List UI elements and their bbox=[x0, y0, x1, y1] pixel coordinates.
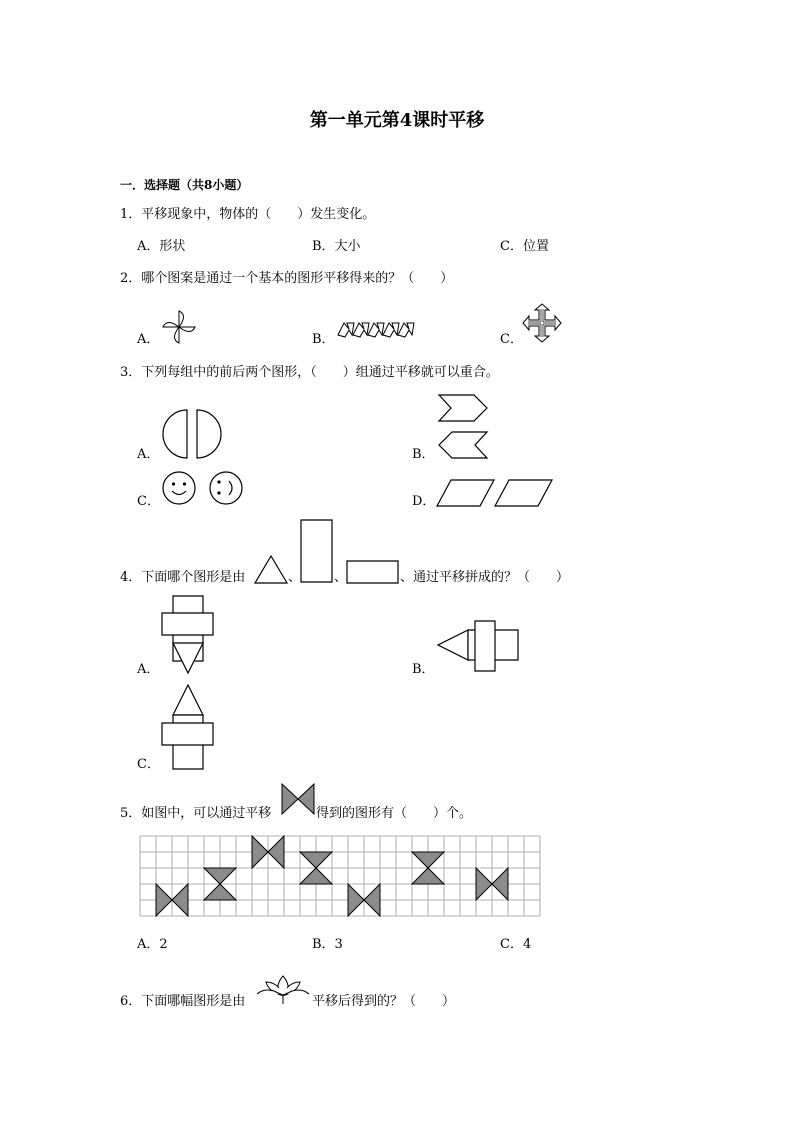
q5-option-a[interactable]: A．2 bbox=[137, 937, 168, 952]
q2-option-b[interactable]: B． bbox=[312, 332, 335, 347]
q4-sep-1: 、 bbox=[288, 570, 302, 585]
q4-stem-start: 4．下面哪个图形是由 bbox=[120, 570, 246, 585]
q5-stem-end: 得到的图形有（ ）个。 bbox=[316, 806, 473, 821]
q1-option-c[interactable]: C．位置 bbox=[500, 239, 549, 254]
q1-stem: 1．平移现象中，物体的（ ）发生变化。 bbox=[120, 207, 376, 222]
bowtie-icon bbox=[280, 782, 316, 816]
q5-option-c[interactable]: C．4 bbox=[500, 937, 532, 952]
q4-option-c[interactable]: C． bbox=[137, 757, 160, 772]
cross-arrows-icon bbox=[522, 303, 562, 343]
wide-rectangle-shape bbox=[346, 560, 400, 585]
q3-option-a[interactable]: A． bbox=[137, 447, 160, 462]
q3-option-d[interactable]: D． bbox=[412, 494, 436, 509]
half-circles-figure bbox=[160, 409, 224, 459]
q3-stem: 3．下列每组中的前后两个图形，（ ）组通过平移就可以重合。 bbox=[120, 365, 499, 380]
q5-stem-start: 5．如图中，可以通过平移 bbox=[120, 806, 272, 821]
zigzag-arrows-icon bbox=[337, 319, 415, 341]
q2-stem: 2．哪个图案是通过一个基本的图形平移得来的？（ ） bbox=[120, 271, 454, 286]
page-title: 第一单元第4课时平移 bbox=[309, 110, 485, 131]
q4-figure-b bbox=[436, 620, 522, 676]
tall-rectangle-shape bbox=[300, 519, 334, 585]
q3-option-b[interactable]: B． bbox=[412, 447, 435, 462]
q4-sep-2: 、 bbox=[334, 570, 348, 585]
q6-stem-end: 平移后得到的？（ ） bbox=[312, 994, 456, 1009]
chevron-shapes-figure bbox=[436, 393, 490, 461]
q3-option-c[interactable]: C． bbox=[137, 494, 160, 509]
bowtie-grid-figure bbox=[139, 835, 541, 917]
smiley-faces-figure bbox=[162, 470, 244, 506]
q4-option-a[interactable]: A． bbox=[137, 662, 160, 677]
q4-figure-c bbox=[160, 684, 216, 772]
section-heading: 一．选择题（共8小题） bbox=[120, 178, 249, 192]
q1-option-b[interactable]: B．大小 bbox=[312, 239, 361, 254]
q4-figure-a bbox=[160, 595, 216, 677]
q2-option-a[interactable]: A． bbox=[137, 332, 160, 347]
q2-option-c[interactable]: C． bbox=[500, 332, 523, 347]
pinwheel-icon bbox=[160, 308, 198, 346]
q6-stem-start: 6．下面哪幅图形是由 bbox=[120, 994, 246, 1009]
q4-option-b[interactable]: B． bbox=[412, 662, 435, 677]
lotus-icon bbox=[254, 972, 312, 1006]
triangle-shape bbox=[254, 555, 288, 585]
parallelograms-figure bbox=[436, 478, 554, 508]
q5-option-b[interactable]: B．3 bbox=[312, 937, 343, 952]
q1-option-a[interactable]: A．形状 bbox=[137, 239, 186, 254]
q4-stem-end: 、通过平移拼成的？（ ） bbox=[400, 570, 570, 585]
